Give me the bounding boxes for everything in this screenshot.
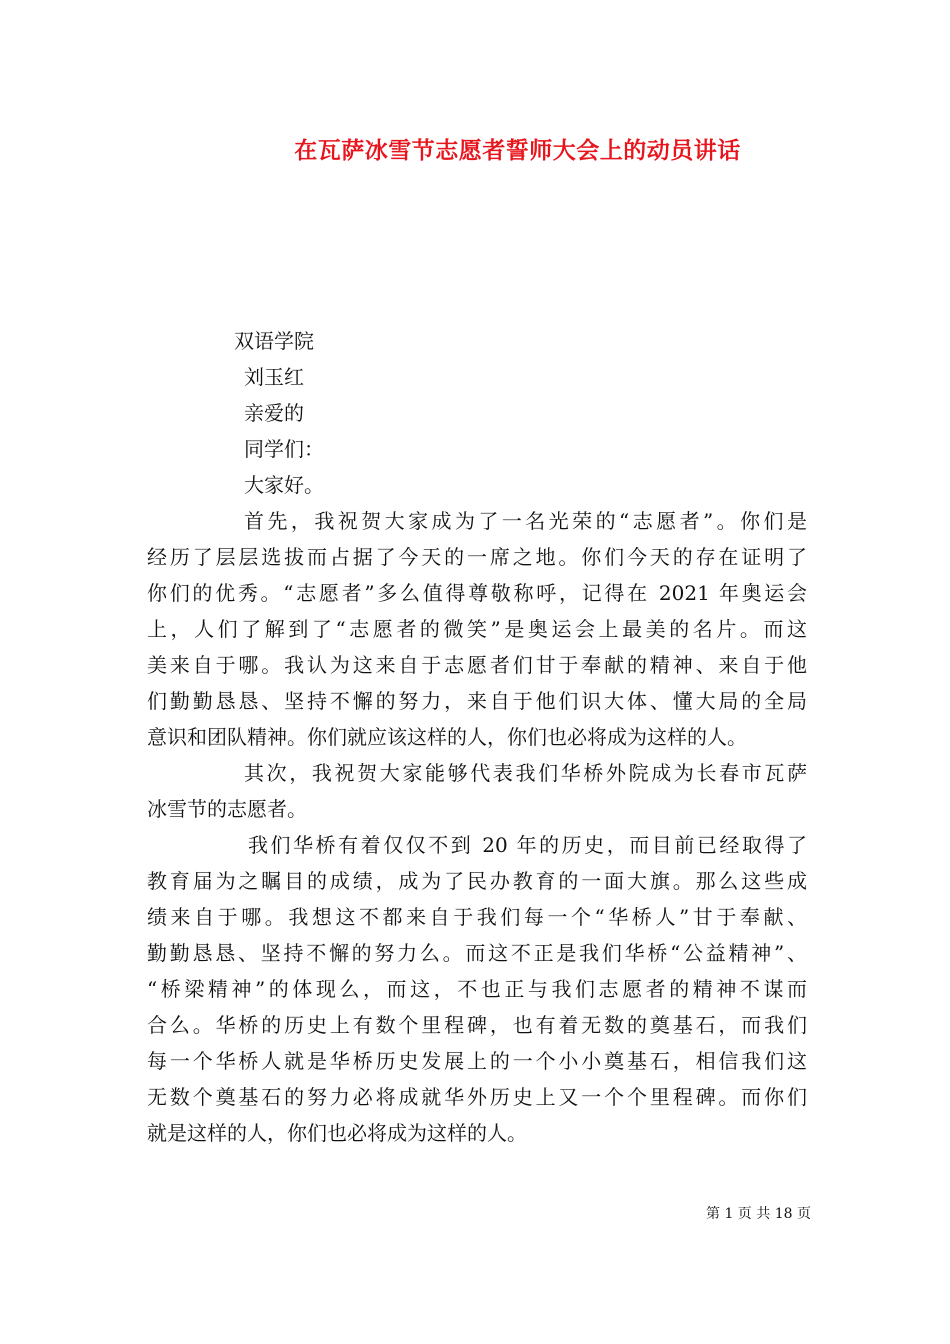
paragraph-line: 意识和团队精神。你们就应该这样的人，你们也必将成为这样的人。 [147,725,747,749]
paragraph-line: 合么。华桥的历史上有数个里程碑，也有着无数的奠基石，而我们 [147,1013,807,1037]
paragraph-line: 每一个华桥人就是华桥历史发展上的一个小小奠基石，相信我们这 [147,1049,807,1073]
header-line-greeting: 大家好。 [244,473,324,497]
paragraph-line: 们勤勤恳恳、坚持不懈的努力，来自于他们识大体、懂大局的全局 [147,689,807,713]
paragraph-line: 美来自于哪。我认为这来自于志愿者们甘于奉献的精神、来自于他 [147,653,807,677]
paragraph-line: 你们的优秀。“志愿者”多么值得尊敬称呼，记得在 2021 年奥运会 [147,581,807,605]
paragraph-line: 上，人们了解到了“志愿者的微笑”是奥运会上最美的名片。而这 [147,617,807,641]
header-line-department: 双语学院 [234,329,314,353]
paragraph-line: “桥梁精神”的体现么，而这，不也正与我们志愿者的精神不谋而 [147,977,807,1001]
page-number-footer: 第 1 页 共 18 页 [706,1206,811,1222]
header-line-salutation: 亲爱的 [244,401,304,425]
paragraph-line: 勤勤恳恳、坚持不懈的努力么。而这不正是我们华桥“公益精神”、 [147,941,807,965]
paragraph-line: 首先，我祝贺大家成为了一名光荣的“志愿者”。你们是 [244,509,807,533]
paragraph-line: 其次，我祝贺大家能够代表我们华桥外院成为长春市瓦萨 [244,761,807,785]
paragraph-line: 冰雪节的志愿者。 [147,797,307,821]
paragraph-line: 教育届为之瞩目的成绩，成为了民办教育的一面大旗。那么这些成 [147,869,807,893]
header-line-author: 刘玉红 [244,365,304,389]
paragraph-line: 无数个奠基石的努力必将成就华外历史上又一个个里程碑。而你们 [147,1085,807,1109]
document-title: 在瓦萨冰雪节志愿者誓师大会上的动员讲话 [294,137,741,164]
paragraph-line: 我们华桥有着仅仅不到 20 年的历史，而目前已经取得了 [248,833,807,857]
paragraph-line: 经历了层层选拔而占据了今天的一席之地。你们今天的存在证明了 [147,545,807,569]
header-line-audience: 同学们： [244,437,324,461]
paragraph-line: 绩来自于哪。我想这不都来自于我们每一个“华桥人”甘于奉献、 [147,905,807,929]
paragraph-line: 就是这样的人，你们也必将成为这样的人。 [147,1121,527,1145]
